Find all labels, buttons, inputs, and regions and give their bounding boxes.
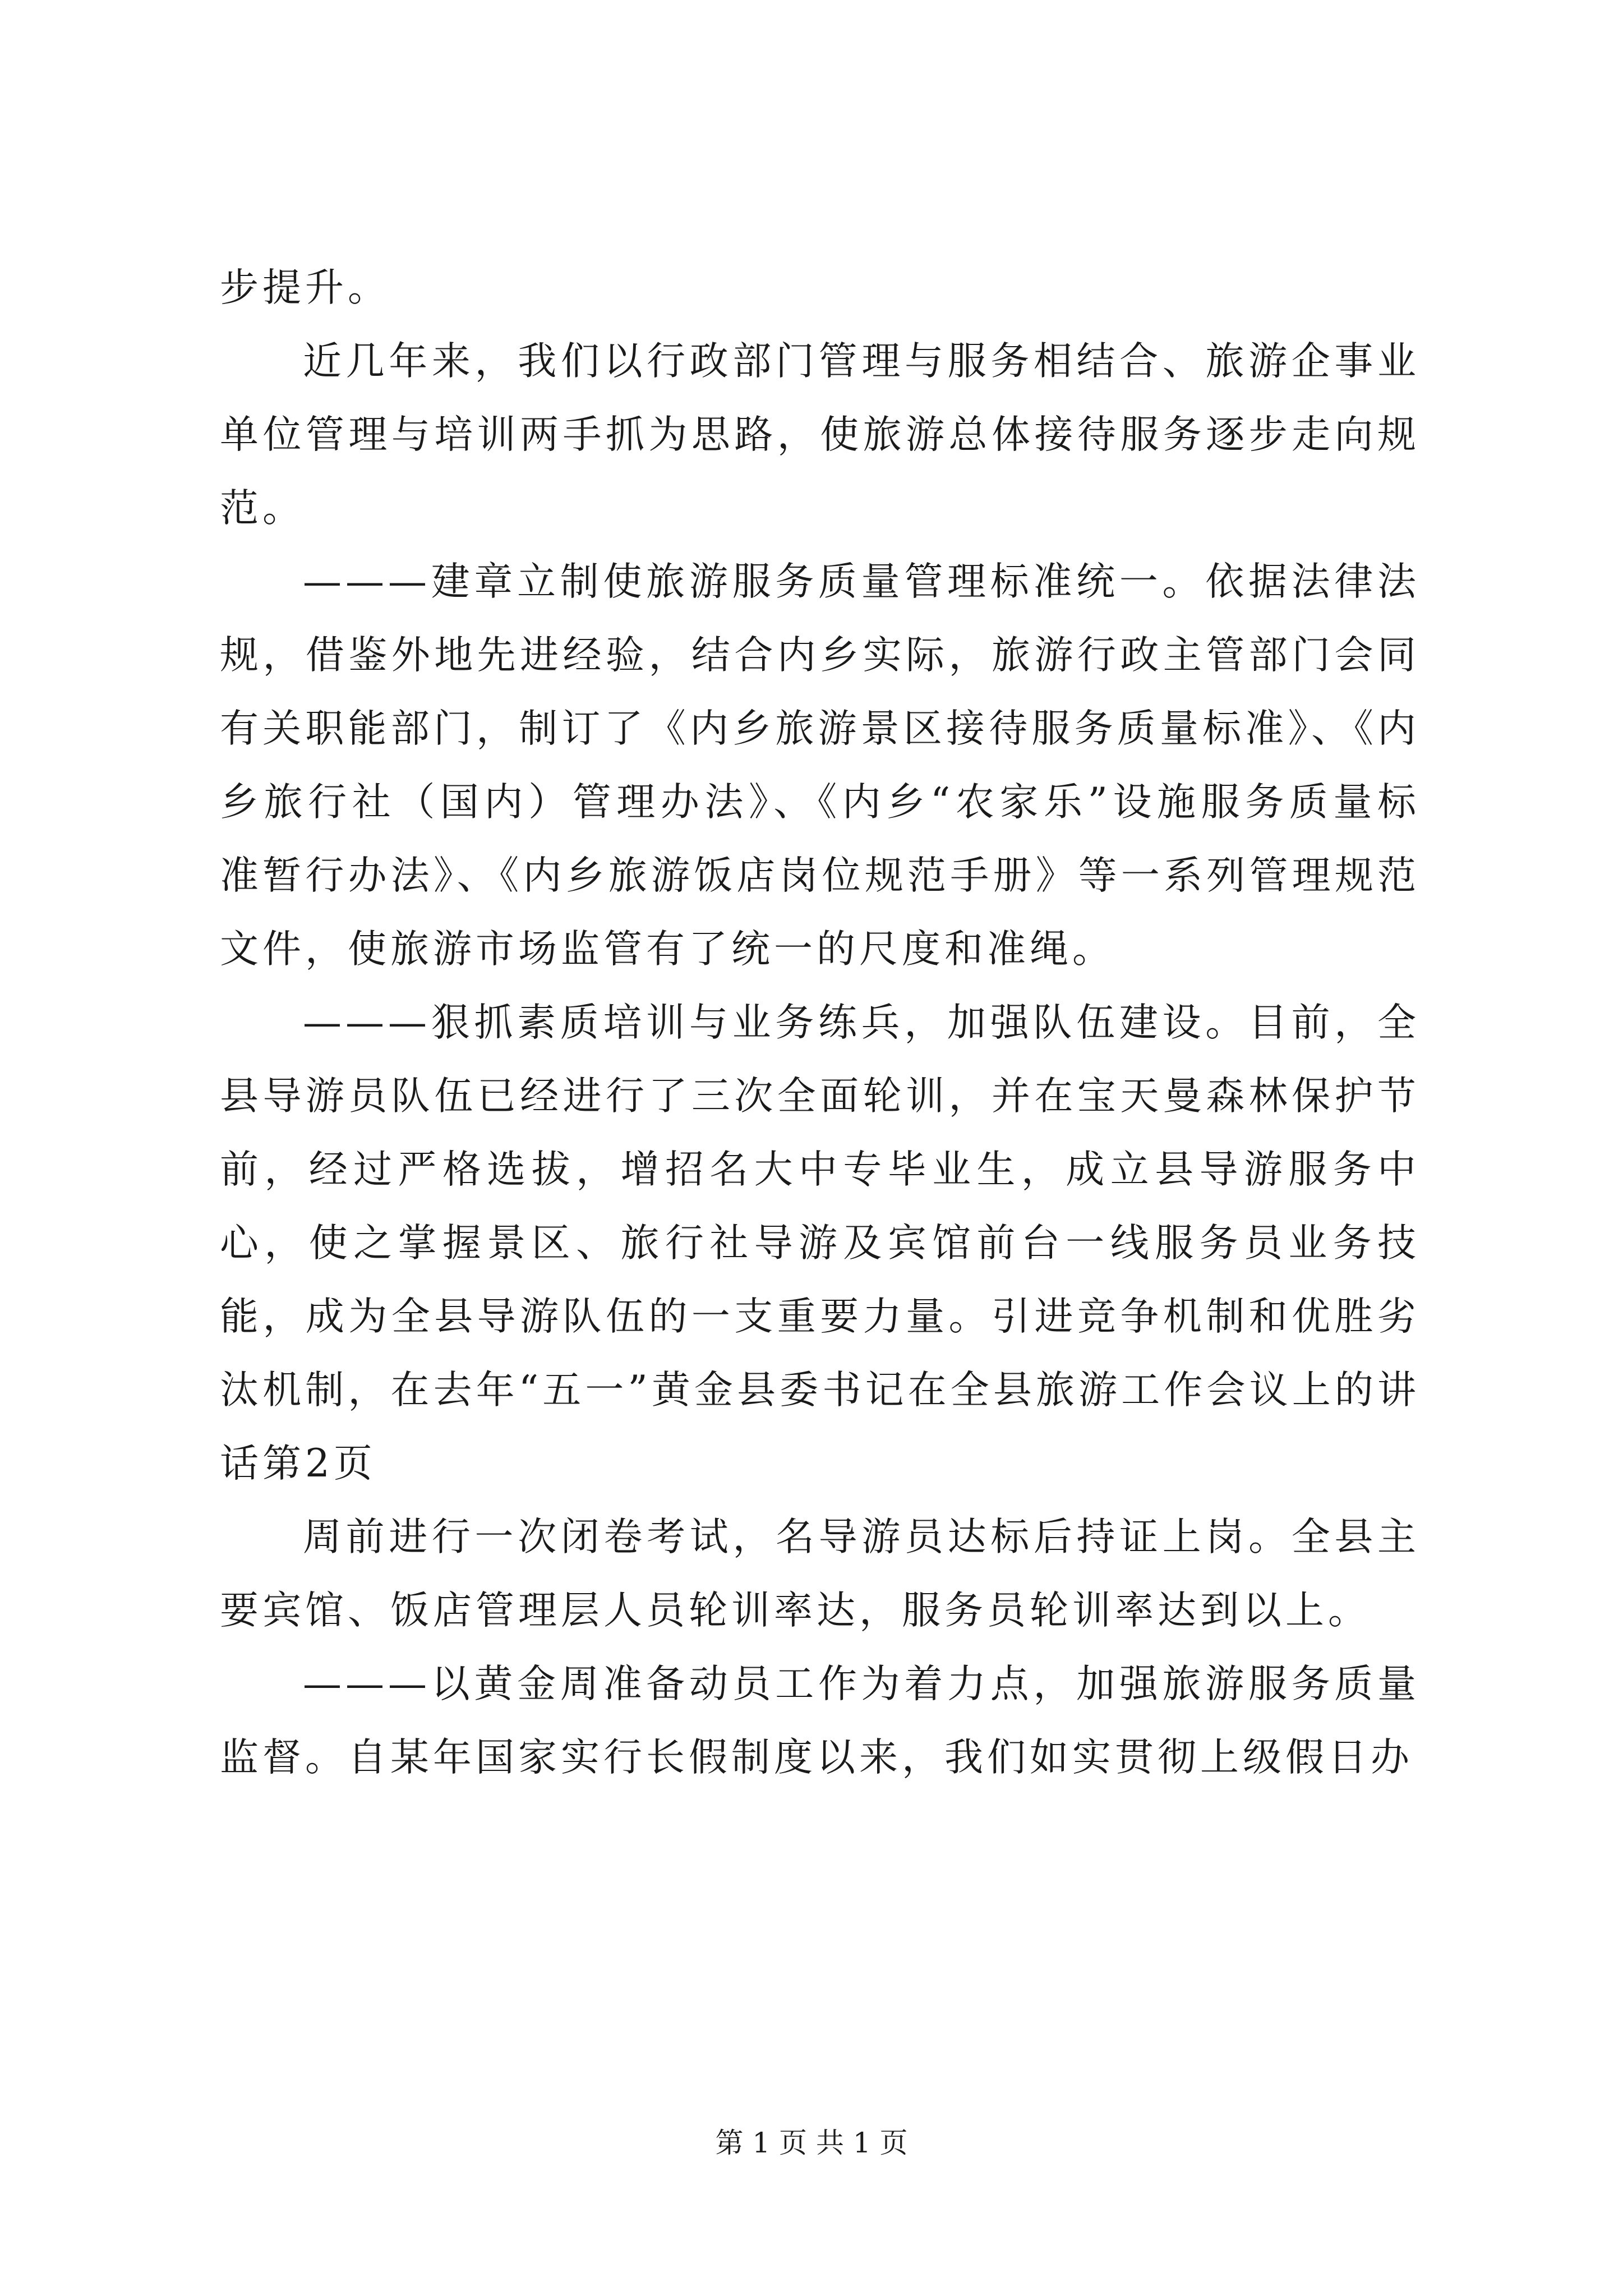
document-body: [220, 251, 1420, 1795]
paragraph-intro: 近几年来，我们以行政部门管理与服务相结合、旅游企事业单位管理与培训两手抓为思路，使旅游总体接待服务逐步走向规范。: [220, 339, 1420, 531]
paragraph-standards: ———建章立制使旅游服务质量管理标准统一。依据法律法规，借鉴外地先进经验，结合内乡实际，旅游行政主管部门会同有关职能部门，制订了《内乡旅游景区接待服务质量标准》、《内乡旅行社（国内）管理办法》、《内乡“农家乐”设施服务质量标准暂行办法》、《内乡旅游饭店岗位规范手册》等一系列管理规范文件，使旅游市场监管有了统一的尺度和准绳。: [220, 559, 1420, 972]
paragraph-training: ———狠抓素质培训与业务练兵，加强队伍建设。目前，全县导游员队伍已经进行了三次全面轮训，并在宝天曼森林保护节前，经过严格选拔，增招名大中专毕业生，成立县导游服务中心，使之掌握景区、旅行社导游及宾馆前台一线服务员业务技能，成为全县导游队伍的一支重要力量。引进竞争机制和优胜劣汰机制，在去年“五一”黄金县委书记在全县旅游工作会议上的讲话第2页: [220, 1000, 1420, 1486]
paragraph-golden-week: ———以黄金周准备动员工作为着力点，加强旅游服务质量监督。自某年国家实行长假制度以来，我们如实贯彻上级假日办: [220, 1662, 1420, 1780]
paragraph-continuation: 步提升。: [220, 265, 390, 310]
page-footer: 第 1 页 共 1 页: [715, 2127, 908, 2159]
paragraph-exam: 周前进行一次闭卷考试，名导游员达标后持证上岗。全县主要宾馆、饭店管理层人员轮训率达，服务员轮训率达到以上。: [220, 1515, 1420, 1633]
